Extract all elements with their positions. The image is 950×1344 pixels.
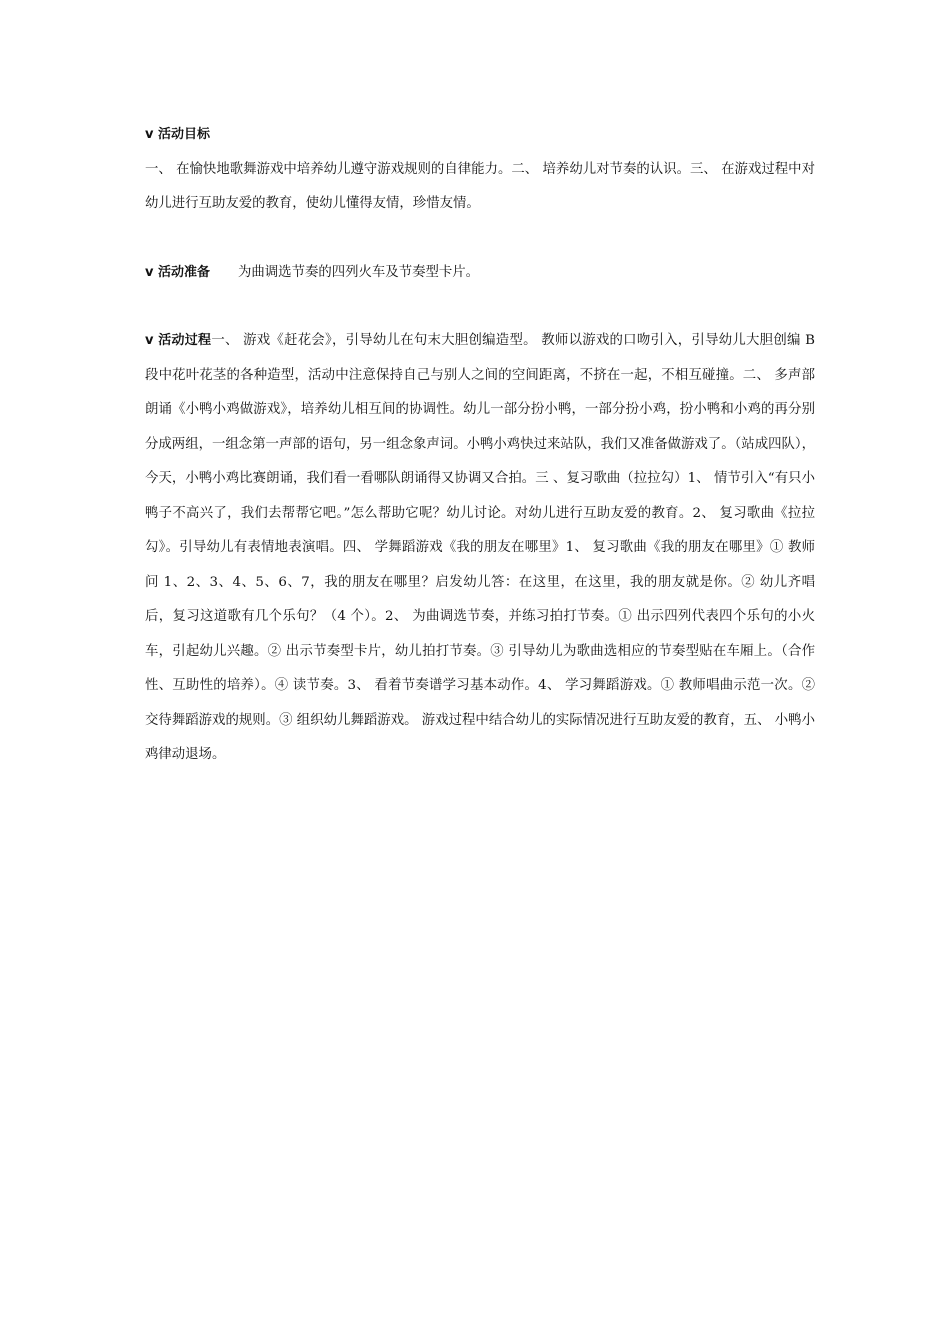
section-preparation <box>145 256 815 291</box>
spacer <box>145 222 815 256</box>
document-page <box>145 118 815 773</box>
spacer <box>145 290 815 324</box>
section-heading-goals: v 活动目标 <box>145 127 211 142</box>
section-heading-process: v 活动过程 <box>145 333 212 348</box>
section-heading-preparation: v 活动准备 <box>145 264 211 280</box>
section-body-goals: 一、 在愉快地歌舞游戏中培养幼儿遵守游戏规则的自律能力。二、 培养幼儿对节奏的认识。三、 在游戏过程中对幼儿进行互助友爱的教育，使幼儿懂得友情，珍惜友情。 <box>145 161 815 211</box>
section-body-preparation: 为曲调选节奏的四列火车及节奏型卡片。 <box>238 264 480 280</box>
section-body-process: 一、 游戏《赶花会》，引导幼儿在句末大胆创编造型。 教师以游戏的口吻引入，引导幼儿大胆创编 B 段中花叶花茎的各种造型，活动中注意保持自己与别人之间的空间距离，不挤在一起，不相互碰撞。二、 多声部朗诵《小鸭小鸡做游戏》，培养幼儿相互间的协调性。幼儿一部分扮小鸭，一部分扮小鸡，扮小鸭和小鸡的再分别分成两组，一组念第一声部的语句，另一组念象声词。小鸭小鸡快过来站队，我们又准备做游戏了。（站成四队），今天，小鸭小鸡比赛朗诵，我们看一看哪队朗诵得又协调又合拍。三 、复习歌曲（拉拉勾）1、 情节引入“有只小鸭子不高兴了，我们去帮帮它吧。”怎么帮助它呢？幼儿讨论。对幼儿进行互助友爱的教育。2、 复习歌曲《拉拉勾》。引导幼儿有表情地表演唱。四、 学舞蹈游戏《我的朋友在哪里》1、 复习歌曲《我的朋友在哪里》① 教师问 1、2、3、4、5、6、7，我的朋友在哪里？启发幼儿答：在这里，在这里，我的朋友就是你。② 幼儿齐唱后，复习这道歌有几个乐句？（4 个）。2、 为曲调选节奏，并练习拍打节奏。① 出示四列代表四个乐句的小火车，引起幼儿兴趣。② 出示节奏型卡片，幼儿拍打节奏。③ 引导幼儿为歌曲选相应的节奏型贴在车厢上。（合作性、互助性的培养）。④ 读节奏。3、 看着节奏谱学习基本动作。4、 学习舞蹈游戏。① 教师唱曲示范一次。② 交待舞蹈游戏的规则。③ 组织幼儿舞蹈游戏。 游戏过程中结合幼儿的实际情况进行互助友爱的教育，五、 小鸭小鸡律动退场。 <box>145 333 815 762</box>
section-process <box>145 324 815 773</box>
